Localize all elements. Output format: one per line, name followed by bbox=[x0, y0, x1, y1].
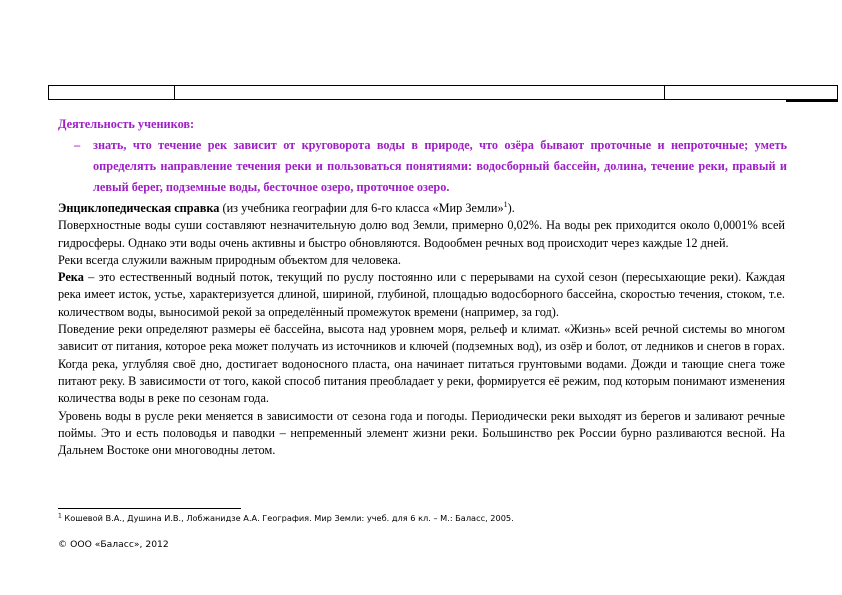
paragraph-water-level: Уровень воды в русле реки меняется в зависимости от сезона года и погоды. Периодически реки выходят из берегов и заливают речные поймы. Это и есть половодья и паводки – непременный элемент жизни реки. Большинство рек России бурно разливаются весной. На Дальнем Востоке они многоводны летом. bbox=[58, 408, 785, 458]
student-activity-block bbox=[58, 114, 787, 198]
footnote-mark: 1 bbox=[58, 512, 62, 520]
copyright-notice: © ООО «Баласс», 2012 bbox=[58, 539, 169, 550]
activity-text: знать, что течение рек зависит от круговорота воды в природе, что озёра бывают проточные и непроточные; уметь определять направление течения реки и пользоваться понятиями: водосборный бассейн, долина, течение реки, правый и левый берег, подземные воды, бесточное озеро, проточное озеро. bbox=[93, 138, 787, 194]
footnote-reference[interactable]: 1 bbox=[503, 199, 508, 209]
river-definition-text: – это естественный водный поток, текущий по руслу постоянно или с перерывами на сухой сезон (пересыхающие реки). Каждая река имеет исток, устье, характеризуется длиной, шириной, глубиной, площадью водосборного бассейна, скоростью течения, стоком, т.е. количеством воды, выносимой рекой за определённый промежуток времени (например, за год). bbox=[58, 270, 785, 319]
footnote-separator bbox=[58, 508, 241, 509]
paragraph-surface-waters: Поверхностные воды суши составляют незначительную долю вод Земли, примерно 0,02%. На воды рек приходится около 0,0001% всей гидросферы. Однако эти воды очень активны и быстро обновляются. Водообмен речных вод происходит через каждые 12 дней. bbox=[58, 218, 785, 250]
activity-heading: Деятельность учеников: bbox=[58, 117, 195, 131]
dash-bullet: – bbox=[74, 138, 81, 152]
encyclopedia-title: Энциклопедическая справка bbox=[58, 201, 220, 215]
header-table bbox=[48, 85, 838, 100]
encyclopedia-source-end: ). bbox=[507, 201, 515, 215]
header-table-underline bbox=[786, 100, 838, 102]
paragraph-river-definition bbox=[58, 269, 785, 321]
encyclopedia-heading bbox=[58, 200, 785, 217]
term-river: Река bbox=[58, 270, 84, 285]
footnote bbox=[58, 512, 785, 524]
paragraph-rivers-importance: Реки всегда служили важным природным объектом для человека. bbox=[58, 252, 402, 267]
activity-item bbox=[58, 135, 787, 198]
encyclopedia-source: (из учебника географии для 6-го класса «Мир Земли» bbox=[219, 201, 504, 215]
footnote-text: Кошевой В.А., Душина И.В., Лобжанидзе А.А. География. Мир Земли: учеб. для 6 кл. – М.: Баласс, 2005. bbox=[61, 513, 514, 523]
paragraph-river-behavior: Поведение реки определяют размеры её бассейна, высота над уровнем моря, рельеф и климат. «Жизнь» всей речной системы во многом зависит от питания, которое река может получать из источников и ключей (подземных вод), из озёр и болот, от ледников и снегов в горах. Когда река, углубляя своё дно, достигает водоносного пласта, она начинает питаться грунтовыми водами. Дожди и тающие снега тоже питают реку. В зависимости от того, какой способ питания преобладает у реки, формируется её режим, под которым понимают изменения количества воды в реке по сезонам года. bbox=[58, 322, 785, 406]
header-table-divider bbox=[174, 86, 175, 99]
header-table-divider bbox=[664, 86, 665, 99]
encyclopedia-section bbox=[58, 200, 785, 459]
